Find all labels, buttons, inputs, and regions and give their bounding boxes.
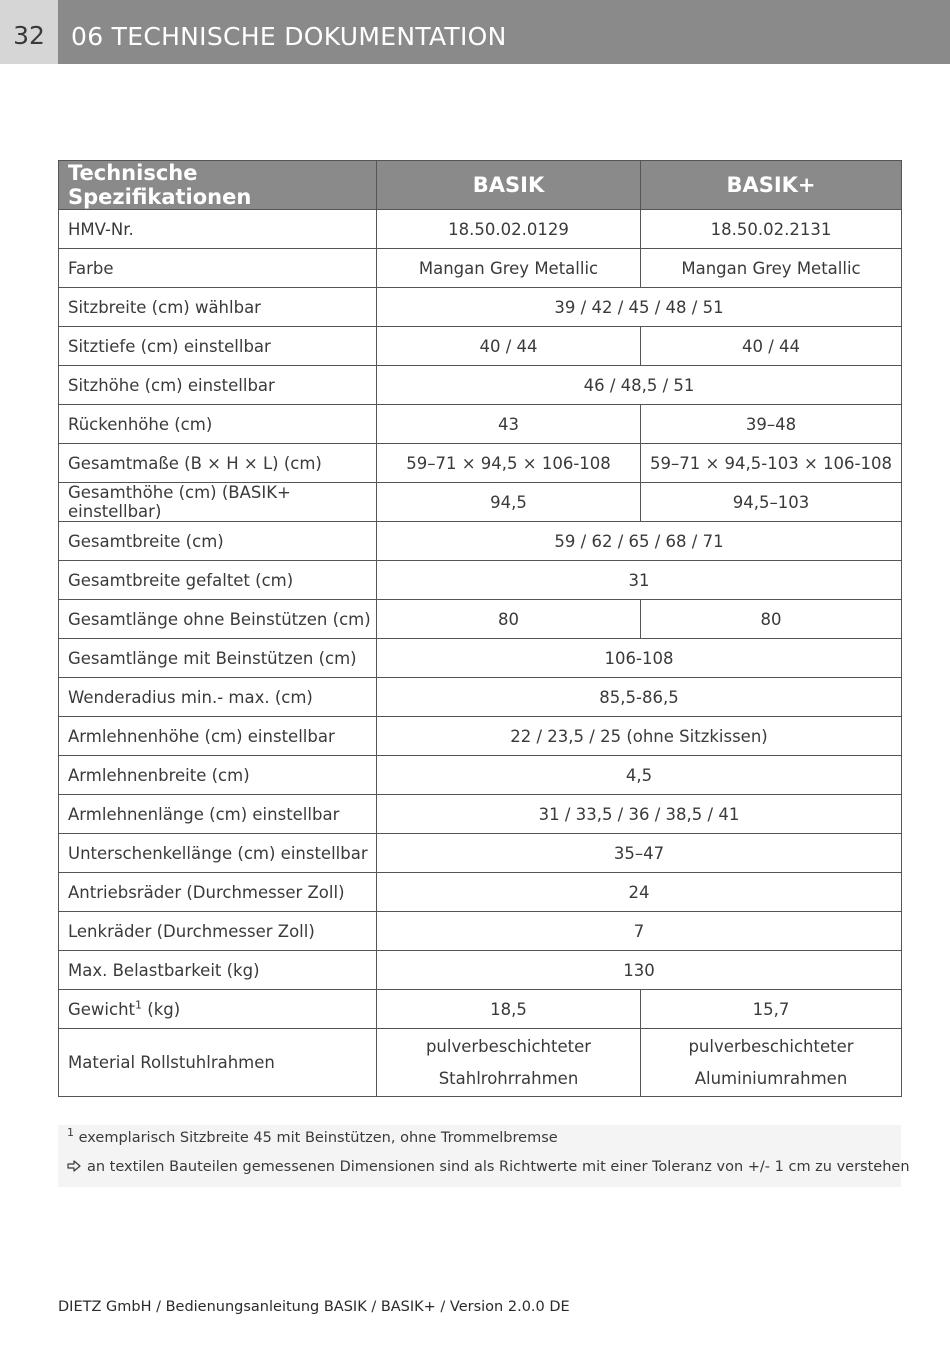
value-basik: Mangan Grey Metallic	[377, 249, 641, 288]
table-row	[59, 288, 902, 327]
spec-label-unit: (kg)	[142, 999, 181, 1019]
spec-label-text: Sitztiefe (cm) einstellbar	[68, 336, 271, 356]
outline-right-arrow-icon	[67, 1160, 81, 1172]
value-basik-plus: 15,7	[641, 990, 902, 1029]
value-shared: 31	[377, 561, 902, 600]
table-row	[59, 561, 902, 600]
spec-label-text: Unterschenkellänge (cm) einstellbar	[68, 843, 368, 863]
spec-label-text: Rückenhöhe (cm)	[68, 414, 213, 434]
spec-label	[59, 561, 377, 600]
spec-label	[59, 873, 377, 912]
value-basik: 80	[377, 600, 641, 639]
table-row	[59, 951, 902, 990]
tolerance-text: an textilen Bauteilen gemessenen Dimensionen sind als Richtwerte mit einer Toleranz von +/- 1 cm zu verstehen	[87, 1159, 910, 1175]
value-shared: 59 / 62 / 65 / 68 / 71	[377, 522, 902, 561]
spec-label-text: Gesamtlänge ohne Beinstützen (cm)	[68, 609, 371, 629]
value-shared: 85,5-86,5	[377, 678, 902, 717]
value-basik: 94,5	[377, 483, 641, 522]
column-header-basik: BASIK	[377, 161, 641, 210]
cell-line: pulverbeschichteter	[425, 1036, 592, 1056]
column-header-spec: Technische Spezifikationen	[59, 161, 377, 210]
value-shared: 46 / 48,5 / 51	[377, 366, 902, 405]
spec-label	[59, 717, 377, 756]
value-shared: 4,5	[377, 756, 902, 795]
spec-label-text: Sitzhöhe (cm) einstellbar	[68, 375, 275, 395]
table-row	[59, 483, 902, 522]
spec-table-body	[59, 210, 902, 1097]
spec-label	[59, 834, 377, 873]
value-basik: 18.50.02.0129	[377, 210, 641, 249]
value-shared: 7	[377, 912, 902, 951]
spec-table-header	[59, 161, 902, 210]
table-row	[59, 834, 902, 873]
footnote-text: exemplarisch Sitzbreite 45 mit Beinstützen, ohne Trommelbremse	[74, 1130, 558, 1146]
cell-line: Stahlrohrrahmen	[438, 1068, 579, 1088]
spec-label	[59, 366, 377, 405]
value-basik: 59–71 × 94,5 × 106-108	[377, 444, 641, 483]
spec-label	[59, 522, 377, 561]
footnote-mark: 1	[67, 1126, 74, 1140]
table-row	[59, 873, 902, 912]
spec-label-text: Armlehnenhöhe (cm) einstellbar	[68, 726, 335, 746]
value-shared: 31 / 33,5 / 36 / 38,5 / 41	[377, 795, 902, 834]
spec-label-text: Gesamtlänge mit Beinstützen (cm)	[68, 648, 357, 668]
table-row	[59, 990, 902, 1029]
spec-label-text: Sitzbreite (cm) wählbar	[68, 297, 261, 317]
spec-label	[59, 600, 377, 639]
table-row	[59, 639, 902, 678]
value-basik-plus	[641, 1029, 902, 1097]
value-basik-plus: 94,5–103	[641, 483, 902, 522]
table-row	[59, 1029, 902, 1097]
spec-label-text: Gesamthöhe (cm) (BASIK+ einstellbar)	[68, 483, 291, 521]
spec-label-text: Farbe	[68, 258, 114, 278]
table-row	[59, 405, 902, 444]
footnote	[67, 1126, 558, 1146]
page-number: 32	[0, 0, 58, 64]
table-row	[59, 912, 902, 951]
spec-label	[59, 483, 377, 522]
spec-label	[59, 756, 377, 795]
spec-label	[59, 951, 377, 990]
spec-label-text: Gewicht	[68, 999, 136, 1019]
table-row	[59, 327, 902, 366]
table-row	[59, 249, 902, 288]
value-basik: 40 / 44	[377, 327, 641, 366]
spec-label	[59, 288, 377, 327]
cell-line: pulverbeschichteter	[688, 1036, 854, 1056]
spec-label	[59, 912, 377, 951]
spec-label	[59, 444, 377, 483]
value-basik-plus: 59–71 × 94,5-103 × 106-108	[641, 444, 902, 483]
spec-label	[59, 639, 377, 678]
table-row	[59, 717, 902, 756]
column-header-basik-plus: BASIK+	[641, 161, 902, 210]
spec-label-text: Gesamtbreite gefaltet (cm)	[68, 570, 294, 590]
spec-label	[59, 1029, 377, 1097]
spec-label-text: Antriebsräder (Durchmesser Zoll)	[68, 882, 345, 902]
page-header	[0, 0, 950, 64]
spec-label-text: Max. Belastbarkeit (kg)	[68, 960, 260, 980]
footnote-reference: 1	[135, 998, 143, 1011]
page-footer: DIETZ GmbH / Bedienungsanleitung BASIK / BASIK+ / Version 2.0.0 DE	[58, 1299, 570, 1315]
value-shared: 106-108	[377, 639, 902, 678]
spec-label	[59, 210, 377, 249]
table-row	[59, 366, 902, 405]
spec-table	[58, 160, 902, 1097]
cell-line: Aluminiumrahmen	[694, 1068, 848, 1088]
tolerance-note	[67, 1159, 910, 1175]
table-row	[59, 756, 902, 795]
spec-label-text: Lenkräder (Durchmesser Zoll)	[68, 921, 315, 941]
spec-label-text: Material Rollstuhlrahmen	[68, 1052, 275, 1072]
table-notes	[58, 1125, 910, 1187]
spec-label-text: Gesamtmaße (B × H × L) (cm)	[68, 453, 322, 473]
table-row	[59, 600, 902, 639]
value-basik-plus: 80	[641, 600, 902, 639]
spec-label-text: Armlehnenlänge (cm) einstellbar	[68, 804, 340, 824]
value-basik: 43	[377, 405, 641, 444]
table-row	[59, 678, 902, 717]
spec-label	[59, 795, 377, 834]
table-row	[59, 444, 902, 483]
value-basik-plus: Mangan Grey Metallic	[641, 249, 902, 288]
table-row	[59, 210, 902, 249]
spec-label	[59, 405, 377, 444]
spec-label-text: HMV-Nr.	[68, 219, 134, 239]
spec-label-text: Armlehnenbreite (cm)	[68, 765, 250, 785]
table-row	[59, 522, 902, 561]
spec-label-text: Wenderadius min.- max. (cm)	[68, 687, 313, 707]
value-basik-plus: 39–48	[641, 405, 902, 444]
spec-label-text: Gesamtbreite (cm)	[68, 531, 224, 551]
value-basik: 18,5	[377, 990, 641, 1029]
spec-label	[59, 678, 377, 717]
value-shared: 39 / 42 / 45 / 48 / 51	[377, 288, 902, 327]
spec-label	[59, 249, 377, 288]
value-basik-plus: 40 / 44	[641, 327, 902, 366]
value-shared: 35–47	[377, 834, 902, 873]
chapter-title: 06 TECHNISCHE DOKUMENTATION	[58, 0, 950, 64]
spec-label	[59, 990, 377, 1029]
value-basik	[377, 1029, 641, 1097]
value-shared: 130	[377, 951, 902, 990]
table-row	[59, 795, 902, 834]
value-shared: 22 / 23,5 / 25 (ohne Sitzkissen)	[377, 717, 902, 756]
value-basik-plus: 18.50.02.2131	[641, 210, 902, 249]
value-shared: 24	[377, 873, 902, 912]
spec-label	[59, 327, 377, 366]
